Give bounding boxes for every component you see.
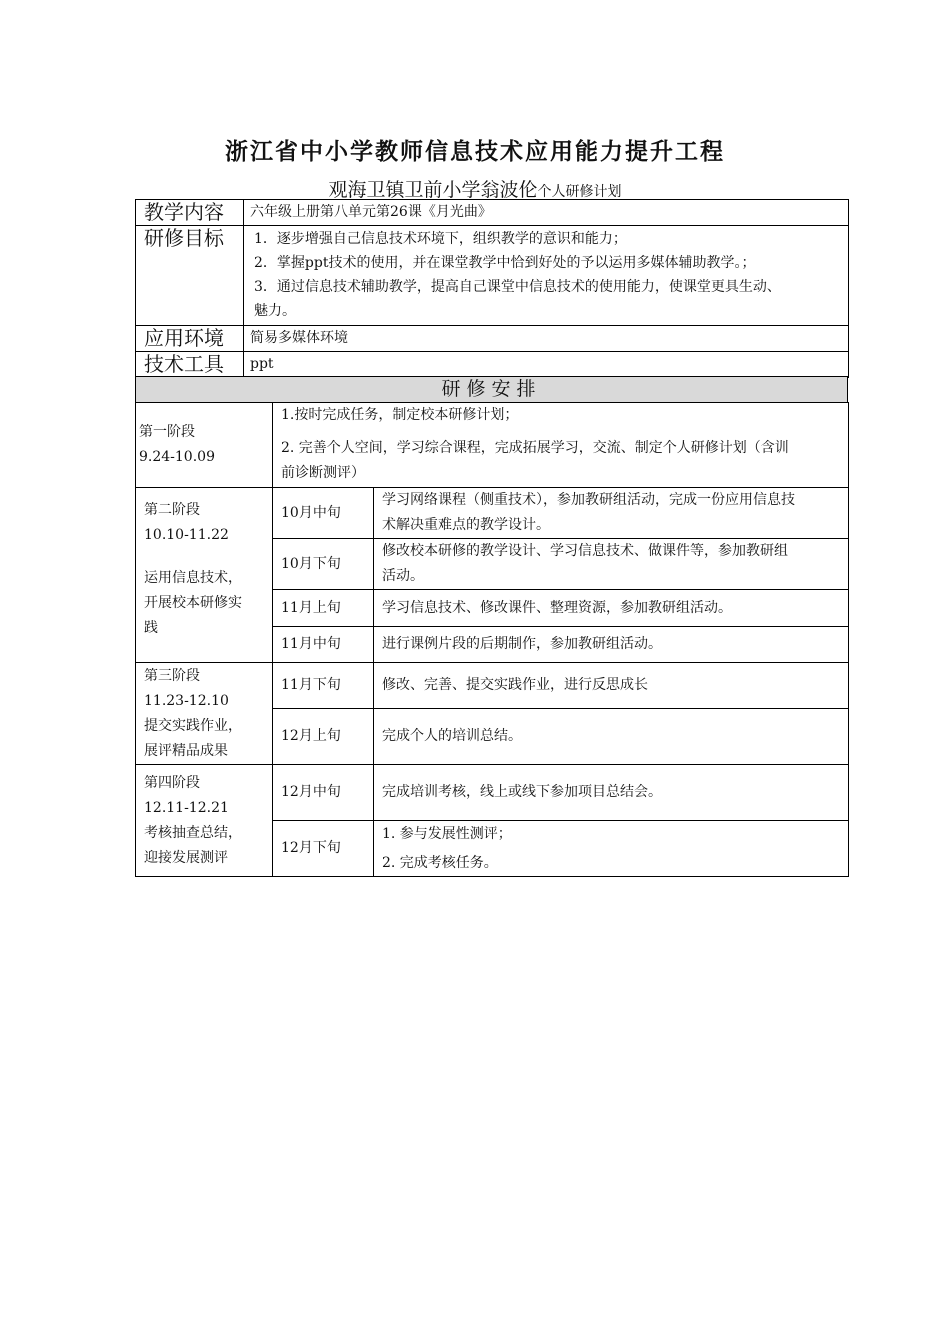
- phase-name: 第三阶段: [144, 667, 200, 684]
- task-cell: 学习信息技术、修改课件、整理资源，参加教研组活动。: [374, 590, 849, 627]
- goal-label: 研修目标: [136, 226, 244, 326]
- table-row: [136, 488, 849, 539]
- phase-dates: 11.23-12.10: [144, 692, 229, 709]
- period-cell: 12月下旬: [273, 821, 374, 877]
- task-cell: 进行课例片段的后期制作，参加教研组活动。: [374, 627, 849, 663]
- table-row: [136, 663, 849, 709]
- task-cell: [374, 539, 849, 590]
- tool-label: 技术工具: [136, 352, 244, 378]
- period-cell: 12月中旬: [273, 765, 374, 821]
- info-table: [135, 199, 849, 378]
- phase-desc: 提交实践作业，: [144, 717, 242, 734]
- schedule-header: 研修安排: [135, 376, 848, 403]
- task-line: 活动。: [382, 568, 424, 584]
- period-cell: 11月上旬: [273, 590, 374, 627]
- period-cell: 10月中旬: [273, 488, 374, 539]
- period-cell: 11月下旬: [273, 663, 374, 709]
- task-line: 1.按时完成任务，制定校本研修计划；: [281, 407, 519, 423]
- task-cell: 修改、完善、提交实践作业，进行反思成长: [374, 663, 849, 709]
- phase-name: 第四阶段: [144, 774, 200, 791]
- table-row: [136, 403, 849, 488]
- task-line: 2. 完善个人空间，学习综合课程，完成拓展学习，交流、制定个人研修计划（含训: [281, 440, 789, 456]
- phase-cell: [136, 663, 273, 765]
- goal-list: [244, 226, 849, 326]
- period-cell: 12月上旬: [273, 709, 374, 765]
- schedule-table: [135, 402, 849, 877]
- subtitle-small: 个人研修计划: [537, 184, 622, 200]
- phase-name: 第二阶段: [144, 502, 200, 518]
- page-title: 浙江省中小学教师信息技术应用能力提升工程: [225, 138, 725, 165]
- env-label: 应用环境: [136, 326, 244, 352]
- task-line: 2. 完成考核任务。: [382, 854, 498, 871]
- table-row: [136, 765, 849, 821]
- task-cell: [374, 821, 849, 877]
- phase-dates: 12.11-12.21: [144, 799, 229, 816]
- task-cell: 完成培训考核，线上或线下参加项目总结会。: [374, 765, 849, 821]
- env-value: 简易多媒体环境: [244, 326, 849, 352]
- task-cell: 完成个人的培训总结。: [374, 709, 849, 765]
- goal-item: 3．通过信息技术辅助教学，提高自己课堂中信息技术的使用能力，使课堂更具生动、: [254, 279, 781, 295]
- phase-desc: 展评精品成果: [144, 742, 228, 759]
- phase-cell: [136, 403, 273, 488]
- task-line: 学习网络课程（侧重技术），参加教研组活动，完成一份应用信息技: [382, 492, 795, 508]
- phase-desc: 运用信息技术，: [144, 570, 242, 586]
- phase-dates: 9.24-10.09: [139, 449, 215, 465]
- task-line: 1. 参与发展性测评；: [382, 825, 512, 842]
- goal-item: 2．掌握ppt技术的使用，并在课堂教学中恰到好处的予以运用多媒体辅助教学。；: [254, 255, 756, 271]
- task-line: 术解决重难点的教学设计。: [382, 517, 550, 533]
- phase-desc: 开展校本研修实: [144, 595, 242, 611]
- goal-item: 魅力。: [254, 303, 296, 319]
- tool-value: ppt: [244, 352, 849, 378]
- phase-cell: [136, 488, 273, 663]
- period-cell: 10月下旬: [273, 539, 374, 590]
- subtitle-main: 观海卫镇卫前小学翁波伦: [328, 179, 538, 201]
- task-cell: [374, 488, 849, 539]
- phase-desc: 迎接发展测评: [144, 849, 228, 866]
- period-cell: 11月中旬: [273, 627, 374, 663]
- phase-cell: [136, 765, 273, 877]
- phase-desc: 考核抽查总结，: [144, 824, 242, 841]
- task-line: 修改校本研修的教学设计、学习信息技术、做课件等，参加教研组: [382, 543, 788, 559]
- phase-dates: 10.10-11.22: [144, 527, 229, 543]
- task-cell: [273, 403, 849, 488]
- content-label: 教学内容: [136, 200, 244, 226]
- goal-item: 1．逐步增强自己信息技术环境下，组织教学的意识和能力；: [254, 231, 627, 247]
- content-value: 六年级上册第八单元第26课《月光曲》: [244, 200, 849, 226]
- task-line: 前诊断测评）: [281, 465, 365, 481]
- phase-name: 第一阶段: [139, 424, 195, 440]
- page-subtitle: [0, 175, 950, 202]
- phase-desc: 践: [144, 620, 158, 636]
